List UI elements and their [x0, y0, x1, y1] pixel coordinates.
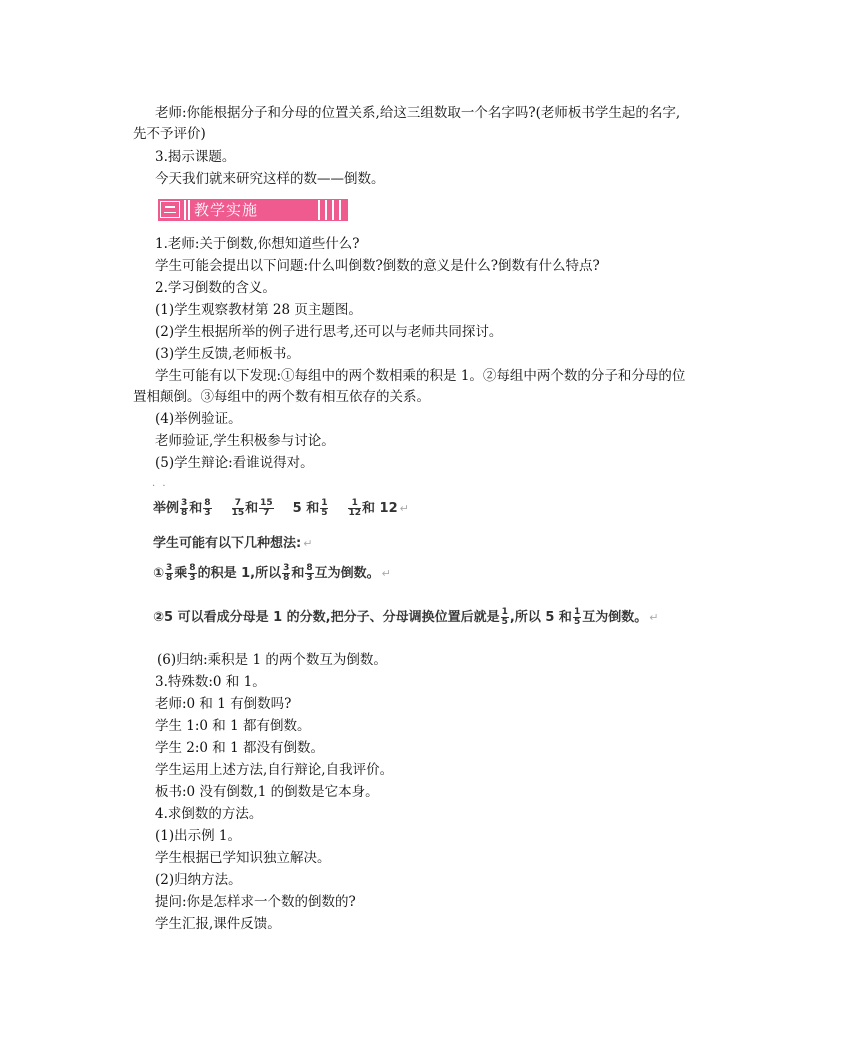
- paragraph-line: 学生 2:0 和 1 都没有倒数。: [155, 740, 324, 756]
- fraction: $\frac{3}{8}$: [181, 498, 188, 518]
- paragraph-line: 学生可能有以下发现:①每组中的两个数相乘的积是 1。②每组中两个数的分子和分母的位: [155, 368, 686, 384]
- banner-divider: [318, 200, 320, 220]
- idea-line-2: ②5 可以看成分母是 1 的分数,把分子、分母调换位置后就是 $\frac{1}{5}$ ,所以 5 和 $\frac{1}{5}$ 互为倒数。 ↵: [153, 607, 659, 627]
- paragraph-line: (4)举例验证。: [155, 411, 242, 427]
- idea-line-1: ① $\frac{3}{8}$ 乘 $\frac{8}{3}$ 的积是 1,所以 $\frac{3}{8}$ 和 $\frac{8}{3}$ 互为倒数。 ↵: [153, 563, 391, 583]
- fraction: $\frac{15}{7}$: [260, 498, 273, 518]
- paragraph-line: (6)归纳:乘积是 1 的两个数互为倒数。: [157, 652, 387, 668]
- section-number-icon: [160, 201, 180, 218]
- paragraph-line: 2.学习倒数的含义。: [155, 280, 276, 296]
- paragraph-line: 老师:你能根据分子和分母的位置关系,给这三组数取一个名字吗?(老师板书学生起的名字,: [155, 105, 681, 121]
- paragraph-line: (2)学生根据所举的例子进行思考,还可以与老师共同探讨。: [155, 324, 503, 340]
- fraction: $\frac{7}{15}$: [231, 498, 245, 518]
- paragraph-line: 4.求倒数的方法。: [155, 806, 263, 822]
- fraction: $\frac{3}{8}$: [283, 563, 290, 583]
- banner-divider: [325, 200, 327, 220]
- fraction: $\frac{1}{5}$: [573, 607, 581, 627]
- paragraph-line: 学生根据已学知识独立解决。: [155, 850, 331, 866]
- paragraph-line: (3)学生反馈,老师板书。: [155, 346, 300, 362]
- banner-divider: [184, 200, 186, 220]
- paragraph-line: (1)出示例 1。: [155, 828, 242, 844]
- paragraph-line: 板书:0 没有倒数,1 的倒数是它本身。: [155, 784, 379, 800]
- paragraph-line: 3.揭示课题。: [155, 149, 236, 165]
- example-line: 举例 $\frac{3}{8}$ 和 $\frac{8}{3}$ $\frac{7}{15}$ 和 $\frac{15}{7}$ 5 和 $\frac{1}{5}$ $\frac{1}{12}$ 和 12 ↵: [153, 498, 409, 518]
- fraction: $\frac{8}{3}$: [189, 563, 196, 583]
- paragraph-line: 提问:你是怎样求一个数的倒数的?: [155, 894, 356, 910]
- paragraph-line: (5)学生辩论:看谁说得对。: [155, 455, 314, 471]
- paragraph-line: 学生运用上述方法,自行辩论,自我评价。: [155, 762, 394, 778]
- fraction: $\frac{8}{3}$: [306, 563, 313, 583]
- paragraph-line: (1)学生观察教材第 28 页主题图。: [155, 302, 362, 318]
- fraction: $\frac{1}{5}$: [321, 498, 328, 518]
- paragraph-line: 3.特殊数:0 和 1。: [155, 674, 266, 690]
- stray-dots: · ·: [152, 481, 168, 492]
- banner-divider: [339, 200, 341, 220]
- fraction: $\frac{1}{5}$: [501, 607, 508, 627]
- paragraph-line: (2)归纳方法。: [155, 872, 242, 888]
- paragraph-line: 先不予评价): [133, 126, 206, 142]
- return-mark-icon: ↵: [649, 611, 659, 624]
- ideas-heading: 学生可能有以下几种想法: ↵: [153, 536, 313, 551]
- paragraph-line: 1.老师:关于倒数,你想知道些什么?: [155, 236, 360, 252]
- fraction: $\frac{8}{3}$: [204, 498, 211, 518]
- paragraph-line: 今天我们就来研究这样的数——倒数。: [155, 171, 385, 187]
- banner-divider: [332, 200, 334, 220]
- paragraph-line: 学生可能会提出以下问题:什么叫倒数?倒数的意义是什么?倒数有什么特点?: [155, 258, 600, 274]
- banner-title: 教学实施: [194, 201, 259, 219]
- return-mark-icon: ↵: [381, 567, 391, 580]
- paragraph-line: 学生 1:0 和 1 都有倒数。: [155, 718, 311, 734]
- paragraph-line: 置相颠倒。③每组中的两个数有相互依存的关系。: [133, 389, 430, 405]
- example-prefix: 举例: [153, 501, 180, 516]
- fraction: $\frac{1}{12}$: [348, 498, 362, 518]
- paragraph-line: 老师:0 和 1 有倒数吗?: [155, 696, 292, 712]
- fraction: $\frac{3}{8}$: [166, 563, 173, 583]
- return-mark-icon: ↵: [399, 502, 409, 515]
- paragraph-line: 学生汇报,课件反馈。: [155, 916, 281, 932]
- paragraph-line: 老师验证,学生积极参与讨论。: [155, 433, 335, 449]
- banner-divider: [188, 200, 190, 220]
- section-banner: [158, 199, 348, 221]
- return-mark-icon: ↵: [303, 537, 313, 550]
